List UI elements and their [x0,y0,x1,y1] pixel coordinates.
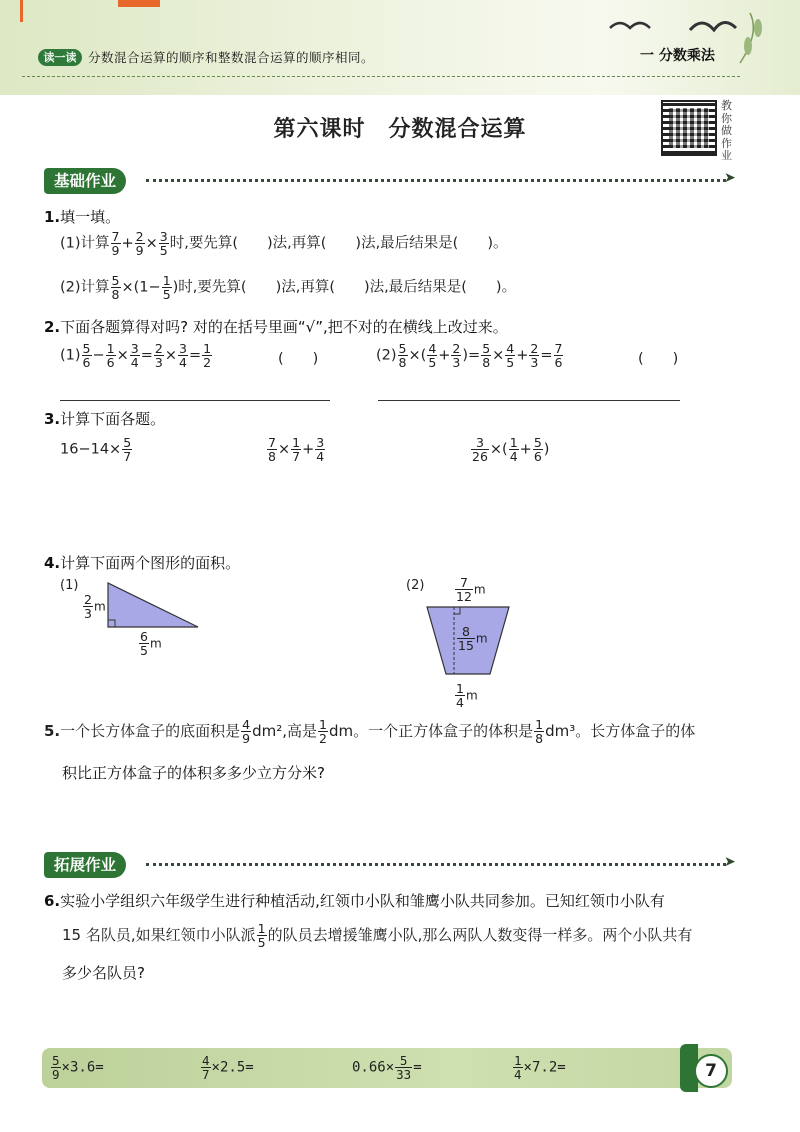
q2-answer-line-2[interactable] [378,400,680,401]
q5-line2: 积比正方体盒子的体积多多少立方分米? [62,764,325,782]
section-basic-divider [146,179,726,182]
header-divider [22,76,740,77]
arrow-icon: ➤ [724,170,736,186]
q1-title: 1.填一填。 [44,208,121,226]
q1-part1: (1)计算 $\frac{7}{9}$ + $\frac{2}{9}$ × $\frac{3}{5}$ 时,要先算( )法,再算( )法,最后结果是( )。 [60,229,508,258]
mental-math-1: $\frac{5}{9}$ ×3.6= [52,1053,104,1082]
q3-b: $\frac{7}{8}$ × $\frac{1}{7}$ + $\frac{3}{4}$ [268,435,325,464]
mental-math-2: $\frac{4}{7}$ ×2.5= [202,1053,254,1082]
fig2-top: $\frac{7}{12}$ m [456,575,486,604]
fig1-height: $\frac{2}{3}$ m [84,592,106,621]
q2-bracket1[interactable]: ( ) [278,351,319,367]
reading-badge: 读一读 [38,49,82,66]
q3-title: 3.计算下面各题。 [44,410,166,428]
fig1-base: $\frac{6}{5}$ m [140,629,162,658]
arrow-icon: ➤ [724,854,736,870]
fig2-label: (2) [406,578,425,593]
q1-part2: (2)计算 $\frac{5}{8}$ ×(1− $\frac{1}{5}$ )时,要先算( )法,再算( )法,最后结果是( )。 [60,273,517,302]
fig2-height: $\frac{8}{15}$ m [458,624,488,653]
q2-answer-line-1[interactable] [60,400,330,401]
q2-expr2: (2) $\frac{5}{8}$ ×( $\frac{4}{5}$ + $\frac{2}{3}$ )= $\frac{5}{8}$ × $\frac{4}{5}$ + $\frac{2}{3}$ = $\frac{7}{6}$ [376,341,563,370]
q2-bracket2[interactable]: ( ) [638,351,679,367]
section-extend-divider [146,863,726,866]
page-number: 7 [694,1054,728,1088]
section-basic: 基础作业 [44,168,126,194]
q3-c: $\frac{3}{26}$ ×( $\frac{1}{4}$ + $\frac{5}{6}$ ) [472,435,550,464]
mental-math-4: $\frac{1}{4}$ ×7.2= [514,1053,566,1082]
q6-line2: 15 名队员,如果红领巾小队派 $\frac{1}{5}$ 的队员去增援雏鹰小队,那么两队人数变得一样多。两个小队共有 [62,921,693,950]
q5-line1: 5.一个长方体盒子的底面积是 $\frac{4}{9}$ dm²,高是 $\frac{1}{2}$ dm。一个正方体盒子的体积是 $\frac{1}{8}$ dm³。长方体盒子的体 [44,717,696,746]
fig1-label: (1) [60,578,79,593]
unit-label: 一 分数乘法 [640,48,715,64]
triangle-figure [100,580,210,632]
q6-line1: 6.实验小学组织六年级学生进行种植活动,红领巾小队和雏鹰小队共同参加。已知红领巾小队有 [44,892,665,910]
orange-mark [118,0,160,7]
q2-expr1: (1) $\frac{5}{6}$ − $\frac{1}{6}$ × $\frac{3}{4}$ = $\frac{2}{3}$ × $\frac{3}{4}$ = $\frac{1}{2}$ [60,341,212,370]
qr-code[interactable] [661,100,717,156]
mental-math-3: 0.66× $\frac{5}{33}$ = [352,1053,422,1082]
section-extend: 拓展作业 [44,852,126,878]
qr-label: 教你做作业 [721,99,732,162]
q3-a: 16−14× $\frac{5}{7}$ [60,435,132,464]
q4-title: 4.计算下面两个图形的面积。 [44,554,241,572]
q6-line3: 多少名队员? [62,964,145,982]
page-title: 第六课时 分数混合运算 [273,117,527,142]
q2-title: 2.下面各题算得对吗? 对的在括号里画“√”,把不对的在横线上改过来。 [44,318,508,336]
fig2-bottom: $\frac{1}{4}$ m [456,681,478,710]
orange-mark-left [20,0,23,22]
hint-text: 分数混合运算的顺序和整数混合运算的顺序相同。 [88,50,375,65]
birds-icon [600,8,780,68]
